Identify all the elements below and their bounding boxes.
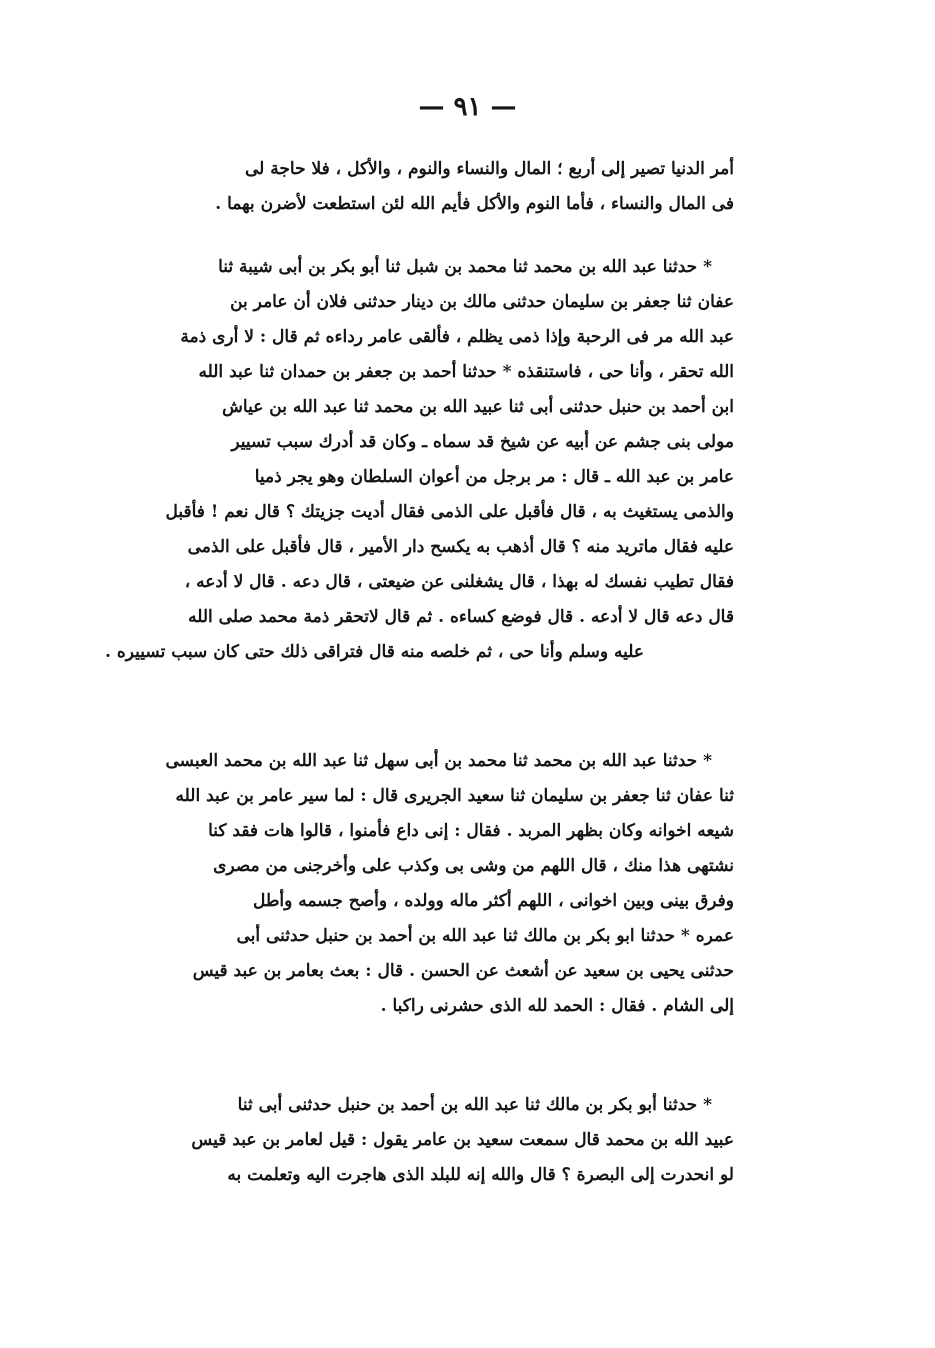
text-line: لو انحدرت إلى البصرة ؟ قال والله إنه للبلد الذى هاجرت اليه وتعلمت به <box>227 1165 734 1185</box>
text-line: ابن أحمد بن حنبل حدثنى أبى ثنا عبيد الله بن محمد ثنا عبد الله بن عياش <box>222 397 734 417</box>
page-number: — ٩١ — <box>418 92 517 122</box>
text-line: مولى بنى جشم عن أبيه عن شيخ قد سماه ـ وكان قد أدرك سبب تسيير <box>231 432 734 452</box>
text-line: * حدثنا عبد الله بن محمد ثنا محمد بن أبى سهل ثنا عبد الله بن محمد العبسى <box>165 751 712 771</box>
text-line: نشتهى هذا منك ، قال اللهم من وشى بى وكذب على وأخرجنى من مصرى <box>213 856 734 876</box>
text-line: حدثنى يحيى بن سعيد عن أشعث عن الحسن . قال : بعث بعامر بن عبد قيس <box>192 961 734 981</box>
text-line: إلى الشام . فقال : الحمد لله الذى حشرنى راكبا . <box>380 996 734 1016</box>
text-line: أمر الدنيا تصير إلى أربع ؛ المال والنساء والنوم ، والأكل ، فلا حاجة لى <box>245 159 734 179</box>
text-line: عليه وسلم وأنا حى ، ثم خلصه منه قال فتراقى ذلك حتى كان سبب تسييره . <box>105 642 644 662</box>
text-line: عبد الله مر فى الرحبة وإذا ذمى يظلم ، فألقى عامر رداءه ثم قال : لا أرى ذمة <box>180 327 734 347</box>
paragraph-3 <box>165 744 734 1024</box>
text-line: عفان ثنا جعفر بن سليمان حدثنى مالك بن دينار حدثنى فلان أن عامر بن <box>230 292 734 312</box>
text-line: فى المال والنساء ، فأما النوم والأكل فأيم الله لئن استطعت لأضرن بهما . <box>215 194 734 214</box>
text-line: ثنا عفان ثنا جعفر بن سليمان ثنا سعيد الجريرى قال : لما سير عامر بن عبد الله <box>175 786 734 806</box>
text-line: عليه فقال ماتريد منه ؟ قال أذهب به يكسح دار الأمير ، قال فأقبل على الذمى <box>187 537 734 557</box>
text-line: الله تحقر ، وأنا حى ، فاستنقذه * حدثنا أحمد بن جعفر بن حمدان ثنا عبد الله <box>198 362 734 382</box>
text-line: * حدثنا أبو بكر بن مالك ثنا عبد الله بن أحمد بن حنبل حدثنى أبى ثنا <box>237 1095 712 1115</box>
paragraph-2 <box>105 250 734 670</box>
text-line: فقال تطيب نفسك له بهذا ، قال يشغلنى عن ضيعتى ، قال دعه . قال لا أدعه ، <box>184 572 734 592</box>
text-line: عمره * حدثنا ابو بكر بن مالك ثنا عبد الله بن أحمد بن حنبل حدثنى أبى <box>236 926 734 946</box>
text-line: عبيد الله بن محمد قال سمعت سعيد بن عامر يقول : قيل لعامر بن عبد قيس <box>191 1130 734 1150</box>
text-line: عامر بن عبد الله ـ قال : مر برجل من أعوان السلطان وهو يجر ذميا <box>254 467 734 487</box>
paragraph-4 <box>186 1088 734 1193</box>
text-line: شيعه اخوانه وكان بظهر المربد . فقال : إنى داع فأمنوا ، قالوا هات فقد كنا <box>208 821 734 841</box>
text-line: والذمى يستغيث به ، قال فأقبل على الذمى فقال أديت جزيتك ؟ قال نعم ! فأقبل <box>165 502 734 522</box>
paragraph-1 <box>186 152 734 222</box>
text-line: وفرق بينى وبين اخوانى ، اللهم أكثر ماله وولده ، وأصح جسمه وأطل <box>252 891 734 911</box>
text-line: * حدثنا عبد الله بن محمد ثنا محمد بن شبل ثنا أبو بكر بن أبى شيبة ثنا <box>218 257 712 277</box>
text-line: قال دعه قال لا أدعه . قال فوضع كساءه . ثم قال لاتحقر ذمة محمد صلى الله <box>188 607 734 627</box>
